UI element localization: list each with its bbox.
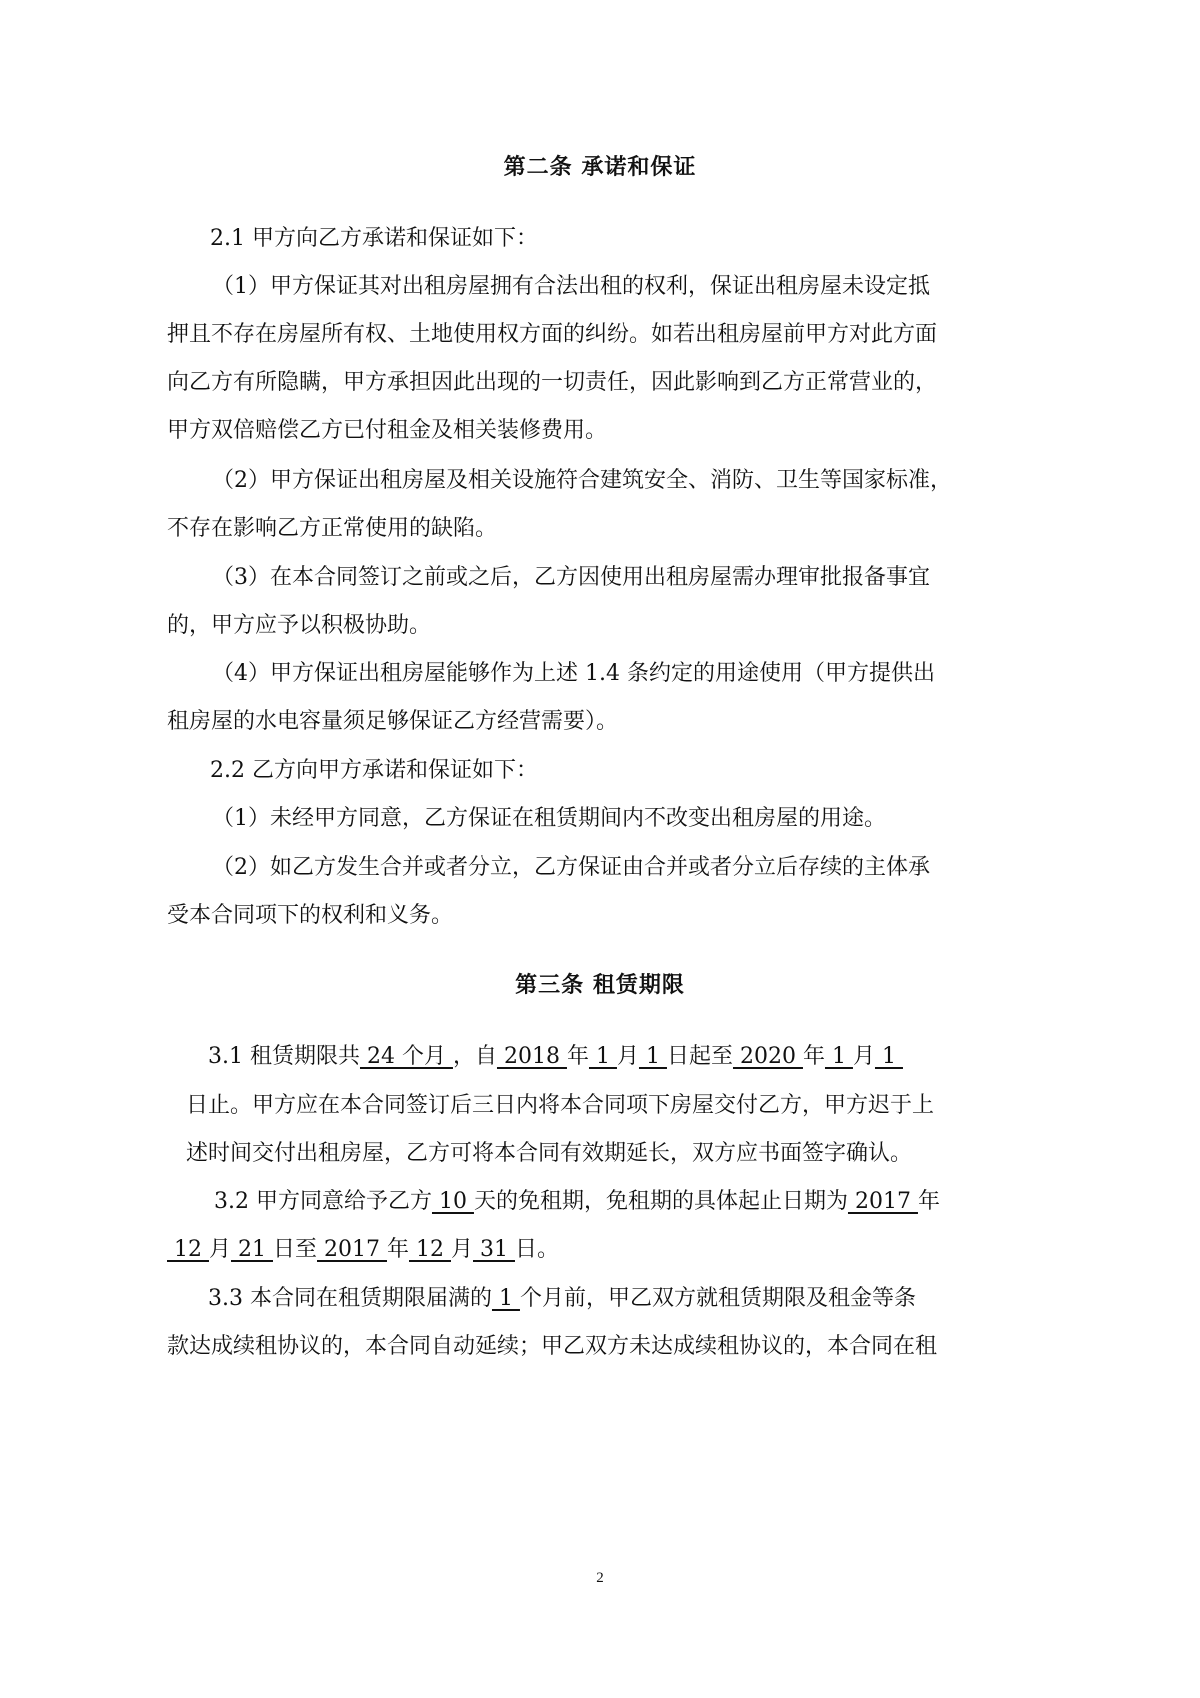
free-end-year-field: 2017 xyxy=(317,1237,387,1262)
text: 年 xyxy=(917,1189,940,1214)
text: 年 xyxy=(566,1044,589,1069)
text: 天的免租期，免租期的具体起止日期为 xyxy=(473,1189,848,1214)
text: ，自 xyxy=(452,1044,497,1069)
clause-3-1-line-3: 述时间交付出租房屋，乙方可将本合同有效期延长，双方应书面签字确认。 xyxy=(186,1141,913,1166)
section-2-title: 第二条 承诺和保证 xyxy=(503,155,697,180)
text: 月 xyxy=(852,1044,875,1069)
renewal-months-field: 1 xyxy=(491,1286,520,1311)
page-number: 2 xyxy=(596,1570,604,1586)
text: 个月前，甲乙双方就租赁期限及租金等条 xyxy=(519,1286,916,1311)
free-start-month-field: 12 xyxy=(167,1237,209,1262)
text: 月 xyxy=(450,1237,473,1262)
clause-3-2-line-2 xyxy=(167,1235,559,1265)
item-1-line-1: （1）甲方保证其对出租房屋拥有合法出租的权利，保证出租房屋未设定抵 xyxy=(212,274,930,299)
text: 日起至 xyxy=(666,1044,733,1069)
obligation-2-line-2: 受本合同项下的权利和义务。 xyxy=(167,903,454,928)
item-1-line-2: 押且不存在房屋所有权、土地使用权方面的纠纷。如若出租房屋前甲方对此方面 xyxy=(167,322,938,347)
end-month-field: 1 xyxy=(824,1044,853,1069)
clause-3-1-line-2: 日止。甲方应在本合同签订后三日内将本合同项下房屋交付乙方，甲方迟于上 xyxy=(186,1093,935,1118)
text: 3.1 租赁期限共 xyxy=(208,1044,360,1069)
item-4-line-1: （4）甲方保证出租房屋能够作为上述 1.4 条约定的用途使用（甲方提供出 xyxy=(212,661,935,686)
item-1-line-4: 甲方双倍赔偿乙方已付租金及相关装修费用。 xyxy=(167,418,608,443)
start-month-field: 1 xyxy=(588,1044,617,1069)
item-1-line-3: 向乙方有所隐瞒，甲方承担因此出现的一切责任，因此影响到乙方正常营业的， xyxy=(167,370,938,395)
text: 月 xyxy=(616,1044,639,1069)
section-3-title: 第三条 租赁期限 xyxy=(515,973,685,998)
term-months-field: 24 个月 xyxy=(359,1044,453,1069)
clause-3-1-line-1 xyxy=(208,1042,903,1072)
clause-3-3-line-1 xyxy=(208,1284,916,1314)
start-day-field: 1 xyxy=(638,1044,667,1069)
text: 3.3 本合同在租赁期限届满的 xyxy=(208,1286,492,1311)
item-4-line-2: 租房屋的水电容量须足够保证乙方经营需要）。 xyxy=(167,709,619,734)
end-day-field: 1 xyxy=(874,1044,903,1069)
text: 日。 xyxy=(514,1237,559,1262)
free-start-year-field: 2017 xyxy=(847,1189,918,1214)
end-year-field: 2020 xyxy=(732,1044,803,1069)
free-days-field: 10 xyxy=(431,1189,474,1214)
text: 月 xyxy=(208,1237,231,1262)
item-3-line-2: 的，甲方应予以积极协助。 xyxy=(167,613,432,638)
text: 年 xyxy=(386,1237,409,1262)
item-3-line-1: （3）在本合同签订之前或之后，乙方因使用出租房屋需办理审批报备事宜 xyxy=(212,565,930,590)
clause-2-2: 2.2 乙方向甲方承诺和保证如下： xyxy=(210,758,538,783)
item-2-line-2: 不存在影响乙方正常使用的缺陷。 xyxy=(167,516,498,541)
text: 3.2 甲方同意给予乙方 xyxy=(214,1189,432,1214)
item-2-line-1: （2）甲方保证出租房屋及相关设施符合建筑安全、消防、卫生等国家标准， xyxy=(212,468,952,493)
text: 年 xyxy=(802,1044,825,1069)
clause-2-1: 2.1 甲方向乙方承诺和保证如下： xyxy=(210,226,538,251)
free-end-month-field: 12 xyxy=(409,1237,451,1262)
clause-3-3-line-2: 款达成续租协议的，本合同自动延续；甲乙双方未达成续租协议的，本合同在租 xyxy=(167,1334,938,1359)
free-start-day-field: 21 xyxy=(231,1237,273,1262)
start-year-field: 2018 xyxy=(496,1044,567,1069)
obligation-1: （1）未经甲方同意，乙方保证在租赁期间内不改变出租房屋的用途。 xyxy=(212,806,886,831)
clause-3-2-line-1 xyxy=(214,1187,940,1217)
text: 日至 xyxy=(272,1237,317,1262)
free-end-day-field: 31 xyxy=(473,1237,515,1262)
obligation-2-line-1: （2）如乙方发生合并或者分立，乙方保证由合并或者分立后存续的主体承 xyxy=(212,855,930,880)
